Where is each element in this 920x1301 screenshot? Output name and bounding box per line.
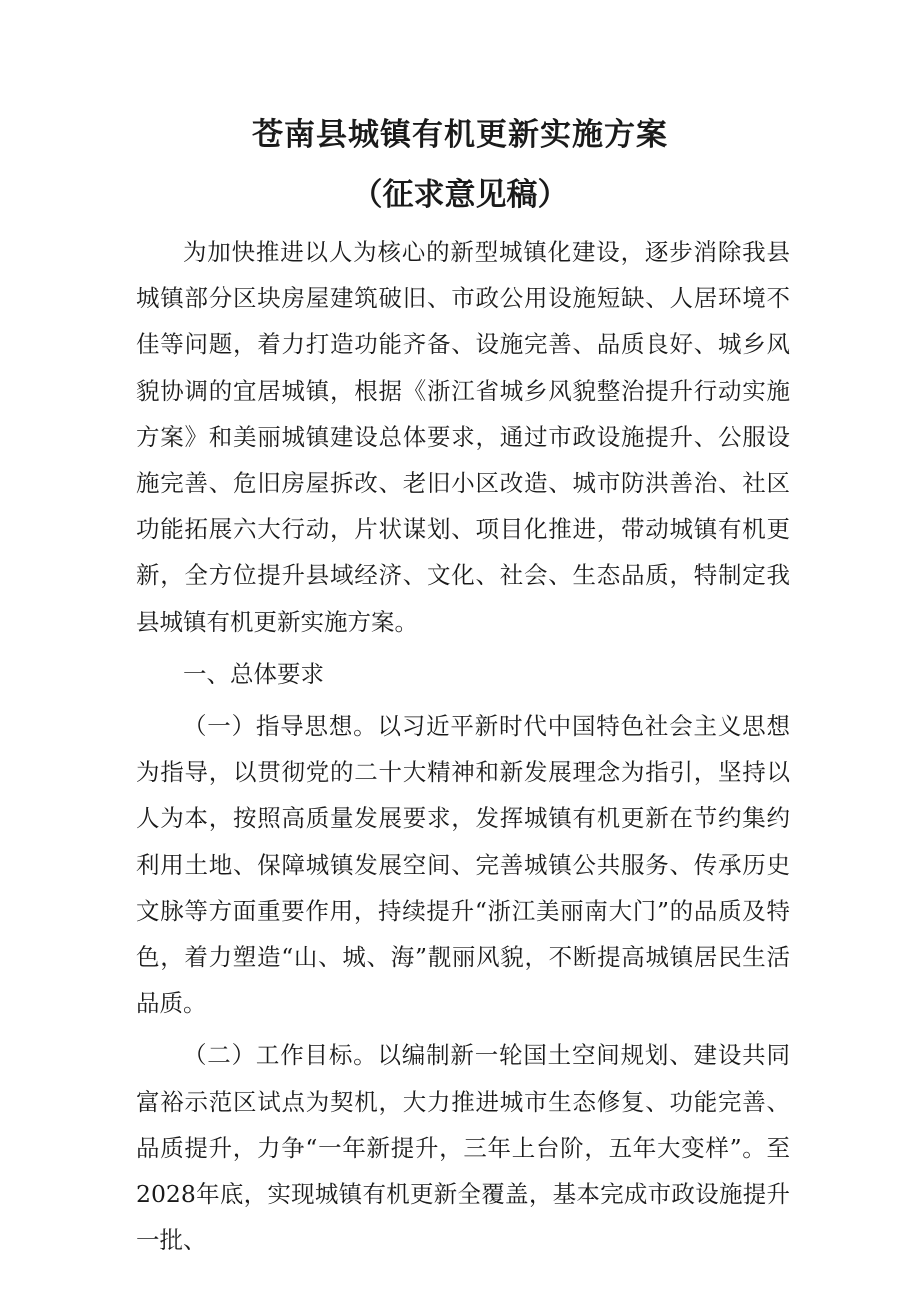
guiding-ideology-paragraph: （一）指导思想。以习近平新时代中国特色社会主义思想为指导，以贯彻党的二十大精神和新发展理念为指引，坚持以人为本，按照高质量发展要求，发挥城镇有机更新在节约集约利用土地、保障城镇发展空间、完善城镇公共服务、传承历史文脉等方面重要作用，持续提升“浙江美丽南大门”的品质及特色，着力塑造“山、城、海”靓丽风貌，不断提高城镇居民生活品质。 [136, 712, 790, 1018]
section-heading-overall-requirements: 一、总体要求 [183, 659, 324, 688]
work-goals-paragraph: （二）工作目标。以编制新一轮国土空间规划、建设共同富裕示范区试点为契机，大力推进城市生态修复、功能完善、品质提升，力争“一年新提升，三年上台阶，五年大变样”。至2028年底，实现城镇有机更新全覆盖，基本完成市政设施提升一批、 [136, 1041, 790, 1255]
document-subtitle: （征求意见稿） [351, 177, 569, 213]
intro-paragraph: 为加快推进以人为核心的新型城镇化建设，逐步消除我县城镇部分区块房屋建筑破旧、市政公用设施短缺、人居环境不佳等问题，着力打造功能齐备、设施完善、品质良好、城乡风貌协调的宜居城镇，根据《浙江省城乡风貌整治提升行动实施方案》和美丽城镇建设总体要求，通过市政设施提升、公服设施完善、危旧房屋拆改、老旧小区改造、城市防洪善治、社区功能拓展六大行动，片状谋划、项目化推进，带动城镇有机更新，全方位提升县域经济、文化、社会、生态品质，特制定我县城镇有机更新实施方案。 [136, 238, 790, 636]
document-body [136, 229, 790, 1263]
document-title: 苍南县城镇有机更新实施方案 [252, 117, 668, 153]
